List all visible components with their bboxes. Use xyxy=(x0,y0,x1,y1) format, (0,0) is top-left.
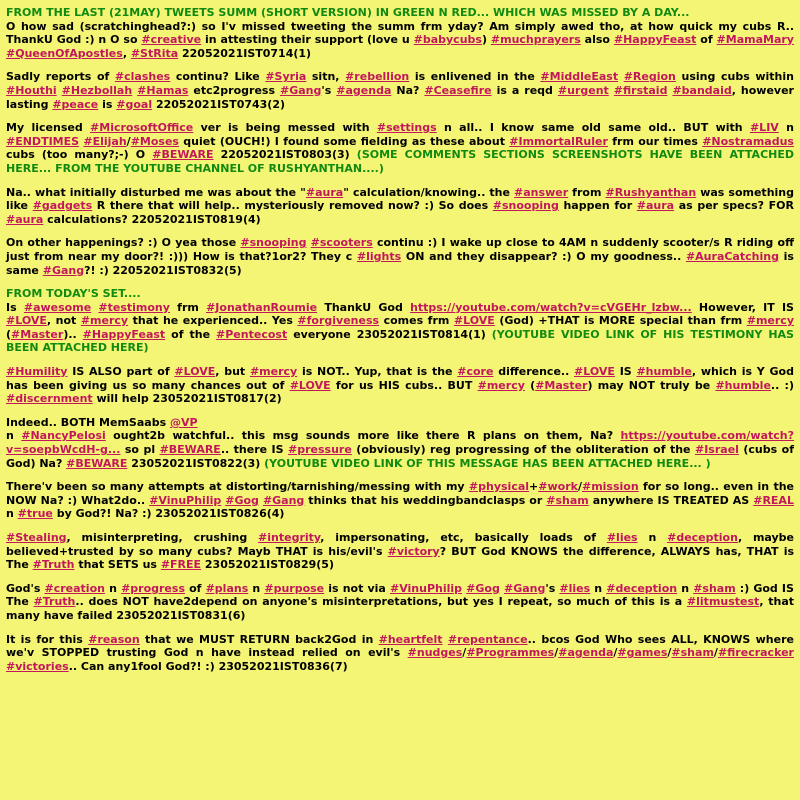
body-text: that SETS us xyxy=(74,558,161,572)
body-text: 23052021IST0829(5) xyxy=(201,558,334,572)
hashtag-link[interactable]: #Moses xyxy=(130,134,179,148)
body-text: n xyxy=(637,531,668,544)
body-text: Na.. what initially disturbed me was about the " xyxy=(6,185,306,199)
hashtag-link[interactable]: #Gang xyxy=(42,263,85,277)
body-text: + xyxy=(529,480,539,494)
body-text: There'v been so many attempts at distorting/tarnishing/messing with my xyxy=(6,480,469,494)
body-text: IS ALSO part of xyxy=(67,365,175,379)
youtube-link[interactable]: https://youtube.com/watch?v=soepbWcdH-g... xyxy=(6,429,794,457)
hashtag-link[interactable]: #LOVE xyxy=(174,365,216,379)
green-note-text: (YOUTUBE VIDEO LINK OF THIS MESSAGE HAS BEEN ATTACHED HERE... ) xyxy=(264,456,711,470)
body-text: as per specs? FOR xyxy=(674,199,794,213)
body-text: (obviously) reg progressing of the obliteration of the xyxy=(351,443,695,457)
body-text: However, IT IS xyxy=(691,300,794,314)
hashtag-link[interactable]: #StRita xyxy=(130,46,179,60)
body-text: / xyxy=(577,480,582,494)
hashtag-link[interactable]: #LOVE xyxy=(453,314,495,328)
hashtag-link[interactable]: #Houthi xyxy=(6,83,57,97)
tweet-paragraph xyxy=(6,480,794,521)
tweet-paragraph xyxy=(6,416,794,470)
hashtag-link[interactable]: #gadgets xyxy=(32,199,93,213)
hashtag-link[interactable]: #progress xyxy=(121,581,185,595)
hashtag-link[interactable]: #snooping xyxy=(240,236,307,250)
body-text: for so long.. even in the NOW Na? :) What2do.. xyxy=(6,480,794,507)
body-text: 's xyxy=(321,83,337,97)
hashtag-link[interactable]: #NancyPelosi xyxy=(21,429,106,443)
hashtag-link[interactable]: #lies xyxy=(606,531,638,544)
hashtag-link[interactable]: #aura xyxy=(636,199,675,213)
hashtag-link[interactable]: #plans xyxy=(205,581,249,595)
hashtag-link[interactable]: #Gang xyxy=(280,83,322,97)
body-text: n xyxy=(6,429,22,443)
hashtag-link[interactable]: #purpose xyxy=(264,581,325,595)
hashtag-link[interactable]: #nudges xyxy=(407,646,463,660)
body-text: ( xyxy=(6,327,12,341)
body-text: / xyxy=(667,646,672,660)
hashtag-link[interactable]: #AuraCatching xyxy=(685,249,779,263)
body-text: ? BUT God KNOWS the difference, ALWAYS has, THAT is The xyxy=(6,544,795,572)
hashtag-link[interactable]: #urgent xyxy=(557,83,609,97)
green-note-text: FROM THE LAST (21MAY) TWEETS SUMM (SHORT VERSION) IN GREEN N RED... WHICH WAS MISSED BY A DAY... xyxy=(6,6,690,19)
hashtag-link[interactable]: #mercy xyxy=(477,378,525,392)
tweet-paragraph xyxy=(6,365,794,406)
body-text: n xyxy=(248,581,265,595)
hashtag-link[interactable]: #LOVE xyxy=(289,378,331,392)
body-text: is a reqd xyxy=(491,83,558,97)
hashtag-link[interactable]: #Rushyanthan xyxy=(605,185,697,199)
tweet-paragraph xyxy=(6,287,794,355)
body-text: everyone 23052021IST0814(1) xyxy=(287,327,492,341)
hashtag-link[interactable]: #Gang xyxy=(503,581,546,595)
body-text: :) God IS The xyxy=(6,581,794,609)
green-note-text: (SOME COMMENTS SECTIONS SCREENSHOTS HAVE BEEN ATTACHED HERE... FROM THE YOUTUBE CHANNEL OF RUSHYANTHAN....) xyxy=(6,148,794,175)
body-text: n xyxy=(677,581,694,595)
hashtag-link[interactable]: #snooping xyxy=(492,199,559,213)
hashtag-link[interactable]: #Hamas xyxy=(137,83,189,97)
body-text: On other happenings? :) O yea those xyxy=(6,236,241,250)
hashtag-link[interactable]: #reason xyxy=(88,632,140,646)
body-text: anywhere IS TREATED AS xyxy=(588,493,754,507)
hashtag-link[interactable]: #deception xyxy=(606,581,678,595)
hashtag-link[interactable]: #Humility xyxy=(6,365,68,379)
hashtag-link[interactable]: #Region xyxy=(623,70,676,84)
hashtag-link[interactable]: #Truth xyxy=(32,558,75,572)
body-text: n all.. I know same old same old.. BUT with xyxy=(436,121,750,135)
body-text: ver is being messed with xyxy=(193,121,377,135)
hashtag-link[interactable]: #victories xyxy=(6,659,69,673)
hashtag-link[interactable]: #BEWARE xyxy=(66,456,128,470)
body-text: is NOT.. Yup, that is the xyxy=(297,365,458,379)
hashtag-link[interactable]: #lights xyxy=(356,249,402,263)
hashtag-link[interactable]: #Programmes xyxy=(466,646,555,660)
hashtag-link[interactable]: #creation xyxy=(44,581,105,595)
hashtag-link[interactable]: #Stealing xyxy=(6,531,67,544)
hashtag-link[interactable]: #physical xyxy=(468,480,530,494)
hashtag-link[interactable]: #Syria xyxy=(265,70,307,84)
body-text: .. Can any1fool God?! :) 23052021IST0836(7) xyxy=(68,659,348,673)
hashtag-link[interactable]: #Master xyxy=(11,327,64,341)
hashtag-link[interactable]: #deception xyxy=(667,531,738,544)
youtube-link[interactable]: https://youtube.com/watch?v=cVGEHr_lzbw... xyxy=(410,300,692,314)
hashtag-link[interactable]: #repentance xyxy=(447,632,528,646)
body-text: n xyxy=(6,507,18,521)
body-text: that he experienced.. Yes xyxy=(128,314,298,328)
hashtag-link[interactable]: #ENDTIMES xyxy=(6,134,80,148)
body-text: n xyxy=(778,121,794,135)
hashtag-link[interactable]: #muchprayers xyxy=(490,33,581,47)
hashtag-link[interactable]: #pressure xyxy=(288,443,352,457)
body-text: for us HIS cubs.. BUT xyxy=(330,378,478,392)
hashtag-link[interactable]: #REAL xyxy=(753,493,794,507)
body-text: etc2progress xyxy=(188,83,280,97)
hashtag-link[interactable]: #aura xyxy=(6,212,44,226)
body-text: / xyxy=(126,134,131,148)
hashtag-link[interactable]: #awesome xyxy=(23,300,92,314)
body-text: is enlivened in the xyxy=(409,70,541,84)
hashtag-link[interactable]: #core xyxy=(457,365,494,379)
hashtag-link[interactable]: #LOVE xyxy=(574,365,615,379)
body-text: IS xyxy=(614,365,637,379)
body-text: comes frm xyxy=(379,314,454,328)
body-text: / xyxy=(713,646,718,660)
body-text: continu :) I wake up close to 4AM n suddenly scooter/s R riding off just from near my door?! :))) How is that?1or2? They c xyxy=(6,236,794,263)
hashtag-link[interactable]: #MicrosoftOffice xyxy=(90,121,194,135)
body-text: Indeed.. BOTH MemSaabs xyxy=(6,415,170,429)
tweet-paragraph xyxy=(6,70,794,111)
body-text: / xyxy=(554,646,559,660)
body-text: thinks that his weddingbandclasps or xyxy=(304,493,547,507)
body-text: will help 23052021IST0817(2) xyxy=(92,392,282,406)
hashtag-link[interactable]: #scooters xyxy=(310,236,373,250)
hashtag-link[interactable]: #HappyFeast xyxy=(613,33,697,47)
hashtag-link[interactable]: #integrity xyxy=(258,531,321,544)
hashtag-link[interactable]: #Ceasefire xyxy=(424,83,492,97)
body-text: It is for this xyxy=(6,632,89,646)
body-text: ON and they disappear? :) O my goodness.. xyxy=(401,249,686,263)
hashtag-link[interactable]: #BEWARE xyxy=(152,148,214,162)
green-note-text: FROM TODAY'S SET.... xyxy=(6,287,141,301)
hashtag-link[interactable]: #Gang xyxy=(262,493,305,507)
tweet-paragraph xyxy=(6,582,794,623)
hashtag-link[interactable]: #peace xyxy=(52,97,99,111)
body-text: also xyxy=(580,33,614,47)
hashtag-link[interactable]: #VinuPhilip xyxy=(149,493,222,507)
body-text: that we MUST RETURN back2God in xyxy=(139,632,379,646)
tweet-paragraph xyxy=(6,186,794,227)
hashtag-link[interactable]: #litmustest xyxy=(686,595,760,609)
hashtag-link[interactable]: #settings xyxy=(376,121,437,135)
hashtag-link[interactable]: #MiddleEast xyxy=(540,70,619,84)
body-text: 23052021IST0822(3) xyxy=(127,456,265,470)
hashtag-link[interactable]: #lies xyxy=(559,581,591,595)
body-text: ?! :) 22052021IST0832(5) xyxy=(84,263,242,277)
body-text: 's xyxy=(545,581,560,595)
hashtag-link[interactable]: #MamaMary xyxy=(716,33,794,47)
hashtag-link[interactable]: #Elijah xyxy=(83,134,127,148)
body-text: continu? Like xyxy=(170,70,266,84)
hashtag-link[interactable]: #Nostramadus xyxy=(702,134,794,148)
body-text: is same xyxy=(6,249,794,277)
body-text: Sadly reports of xyxy=(6,70,115,84)
body-text: , which is Y God has been giving us so many chances out of xyxy=(6,365,794,392)
body-text: 22052021IST0714(1) xyxy=(178,46,312,60)
body-text: cubs (too many?;-) O xyxy=(6,148,153,162)
hashtag-link[interactable]: #BEWARE xyxy=(159,443,221,457)
hashtag-link[interactable]: #goal xyxy=(116,97,153,111)
hashtag-link[interactable]: #discernment xyxy=(6,392,93,406)
hashtag-link[interactable]: #HappyFeast xyxy=(82,327,166,341)
body-text: .. :) xyxy=(770,378,794,392)
body-text: 22052021IST0803(3) xyxy=(213,148,357,162)
hashtag-link[interactable]: #LIV xyxy=(749,121,779,135)
body-text: happen for xyxy=(558,199,637,213)
hashtag-link[interactable]: #agenda xyxy=(336,83,392,97)
hashtag-link[interactable]: #true xyxy=(17,507,53,521)
hashtag-link[interactable]: #Pentecost xyxy=(216,327,288,341)
hashtag-link[interactable]: #victory xyxy=(387,544,440,558)
hashtag-link[interactable]: #creative xyxy=(141,33,202,47)
body-text: ) may NOT truly be xyxy=(587,378,716,392)
tweet-paragraph xyxy=(6,531,794,572)
body-text: / xyxy=(462,646,467,660)
body-text: ought2b watchful.. this msg sounds more like there R plans on them, Na? xyxy=(105,429,621,443)
hashtag-link[interactable]: #Truth xyxy=(33,595,76,609)
tweet-paragraph xyxy=(6,633,794,674)
hashtag-link[interactable]: #mission xyxy=(581,480,639,494)
body-text: n xyxy=(590,581,607,595)
hashtag-link[interactable]: #agenda xyxy=(558,646,614,660)
body-text: ).. xyxy=(63,327,83,341)
hashtag-link[interactable]: #Gog xyxy=(225,493,259,507)
body-text: R there that will help.. mysteriously removed now? :) So does xyxy=(92,199,493,213)
hashtag-link[interactable]: #Israel xyxy=(694,443,739,457)
body-text: ( xyxy=(524,378,536,392)
hashtag-link[interactable]: @VP xyxy=(169,415,198,429)
green-note-text: (YOUTUBE VIDEO LINK OF HIS TESTIMONY HAS BEEN ATTACHED HERE) xyxy=(6,327,794,355)
body-text: , but xyxy=(215,365,250,379)
body-text: from xyxy=(568,185,606,199)
body-text: , impersonating, etc, basically loads of xyxy=(320,531,607,544)
body-text: is not via xyxy=(324,581,390,595)
hashtag-link[interactable]: #mercy xyxy=(249,365,298,379)
hashtag-link[interactable]: #ImmortalRuler xyxy=(509,134,608,148)
body-text: frm our times xyxy=(607,134,703,148)
hashtag-link[interactable]: #JonathanRoumie xyxy=(206,300,318,314)
hashtag-link[interactable]: #sham xyxy=(693,581,736,595)
body-text: " calculation/knowing.. the xyxy=(343,185,515,199)
hashtag-link[interactable]: #sham xyxy=(671,646,714,660)
body-text: by God?! Na? :) 23052021IST0826(4) xyxy=(52,507,285,521)
body-text: sitn, xyxy=(306,70,346,84)
body-text: so pl xyxy=(120,443,160,457)
body-text: , maybe believed+trusted by so many cubs? Mayb THAT is his/evil's xyxy=(6,531,794,558)
body-text: O how sad (scratchinghead?:) so I'v missed tweeting the summ frm yday? Am simply awed tho, at how quick my cubs R.. ThankU God :) n O so xyxy=(6,19,794,47)
body-text: ThankU God xyxy=(317,300,411,314)
body-text: (cubs of God) Na? xyxy=(6,443,794,470)
body-text: was something like xyxy=(6,185,794,213)
body-text: .. bcos God Who sees ALL, KNOWS where we'v STOPPED trusting God n have instead relied on evil's xyxy=(6,632,794,660)
body-text: of the xyxy=(165,327,217,341)
body-text: of xyxy=(696,33,717,47)
body-text: God's xyxy=(6,581,45,595)
hashtag-link[interactable]: #Hezbollah xyxy=(61,83,133,97)
body-text: in attesting their support (love u xyxy=(201,33,414,47)
body-text: , xyxy=(122,46,131,60)
hashtag-link[interactable]: #QueenOfApostles xyxy=(6,46,123,60)
body-text: of xyxy=(185,581,206,595)
hashtag-link[interactable]: #humble xyxy=(715,378,771,392)
hashtag-link[interactable]: #mercy xyxy=(746,314,794,328)
body-text: , misinterpreting, crushing xyxy=(66,531,259,544)
body-text: is xyxy=(98,97,117,111)
body-text: n xyxy=(104,581,122,595)
body-text: My licensed xyxy=(6,121,91,135)
body-text: difference.. xyxy=(493,365,575,379)
hashtag-link[interactable]: #firecracker xyxy=(717,646,794,660)
body-text: (God) +THAT is MORE special than frm xyxy=(494,314,747,328)
hashtag-link[interactable]: #firstaid xyxy=(613,83,668,97)
hashtag-link[interactable]: #sham xyxy=(546,493,589,507)
hashtag-link[interactable]: #bandaid xyxy=(672,83,732,97)
tweet-paragraph xyxy=(6,6,794,60)
body-text: / xyxy=(613,646,618,660)
hashtag-link[interactable]: #rebellion xyxy=(345,70,410,84)
hashtag-link[interactable]: #games xyxy=(617,646,668,660)
hashtag-link[interactable]: #clashes xyxy=(114,70,171,84)
body-text: 22052021IST0743(2) xyxy=(152,97,286,111)
hashtag-link[interactable]: #FREE xyxy=(160,558,202,572)
tweet-paragraph xyxy=(6,236,794,277)
body-text: .. does NOT have2depend on anyone's misinterpretations, but yes I repeat, so much of this is a xyxy=(75,595,687,609)
body-text: using cubs within xyxy=(675,70,794,84)
hashtag-link[interactable]: #mercy xyxy=(80,314,129,328)
hashtag-link[interactable]: #Master xyxy=(535,378,588,392)
body-text: , that many have failed 23052021IST0831(6) xyxy=(6,595,794,622)
body-text: quiet (OUCH!) I found some fielding as these about xyxy=(178,134,510,148)
body-text: .. there IS xyxy=(220,443,289,457)
hashtag-link[interactable]: #LOVE xyxy=(6,314,47,328)
hashtag-link[interactable]: #VinuPhilip xyxy=(389,581,463,595)
body-text: calculations? 22052021IST0819(4) xyxy=(43,212,261,226)
body-text: ) xyxy=(481,33,491,47)
hashtag-link[interactable]: #answer xyxy=(514,185,569,199)
hashtag-link[interactable]: #humble xyxy=(636,365,692,379)
body-text: Na? xyxy=(391,83,425,97)
hashtag-link[interactable]: #aura xyxy=(305,185,344,199)
tweet-paragraph xyxy=(6,121,794,175)
hashtag-link[interactable]: #forgiveness xyxy=(297,314,380,328)
hashtag-link[interactable]: #Gog xyxy=(466,581,500,595)
body-text: Is xyxy=(6,300,24,314)
body-text: , however lasting xyxy=(6,83,794,111)
hashtag-link[interactable]: #heartfelt xyxy=(378,632,443,646)
hashtag-link[interactable]: #work xyxy=(538,480,578,494)
hashtag-link[interactable]: #testimony xyxy=(98,300,170,314)
body-text: , not xyxy=(46,314,81,328)
body-text: frm xyxy=(169,300,207,314)
hashtag-link[interactable]: #babycubs xyxy=(413,33,482,47)
